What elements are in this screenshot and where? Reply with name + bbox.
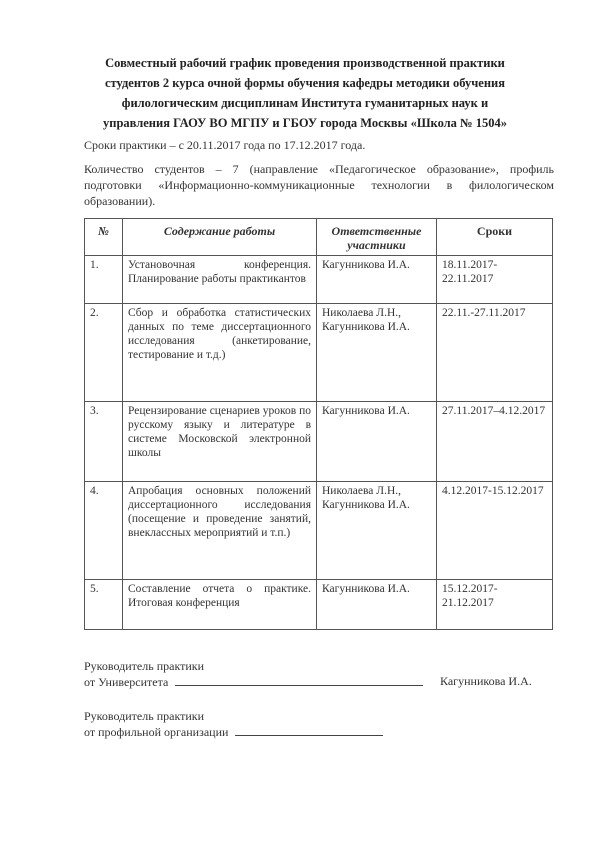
table-row <box>85 580 553 630</box>
title-line-3: филологическим дисциплинам Института гуманитарных наук и <box>121 96 489 110</box>
row-content: Сбор и обработка статистических данных по теме диссертационного исследования (анкетирование, тестирование и т.д.) <box>123 304 317 402</box>
table-row <box>85 256 553 304</box>
row-content: Составление отчета о практике. Итоговая конференция <box>123 580 317 630</box>
organization-supervisor-org: от профильной организации <box>84 725 229 739</box>
university-supervisor-title: Руководитель практики <box>84 659 205 673</box>
organization-signature-line <box>235 724 383 736</box>
organization-supervisor-signature <box>84 708 383 740</box>
title-line-4: управления ГАОУ ВО МГПУ и ГБОУ города Москвы «Школа № 1504» <box>103 116 507 130</box>
row-num: 1. <box>85 256 123 304</box>
row-dates: 22.11.-27.11.2017 <box>437 304 553 402</box>
row-content: Рецензирование сценариев уроков по русскому языку и литературе в системе Московской электронной школы <box>123 402 317 482</box>
table-row <box>85 402 553 482</box>
title-line-2: студентов 2 курса очной формы обучения кафедры методики обучения <box>105 76 505 90</box>
row-responsible: Кагунникова И.А. <box>317 402 437 482</box>
table-header-row <box>85 219 553 256</box>
university-supervisor-org: от Университета <box>84 675 169 689</box>
header-num: № <box>85 219 123 256</box>
header-responsible: Ответственные участники <box>317 219 437 256</box>
row-num: 2. <box>85 304 123 402</box>
table-row <box>85 304 553 402</box>
row-responsible: Николаева Л.Н., Кагунникова И.А. <box>317 482 437 580</box>
row-num: 4. <box>85 482 123 580</box>
organization-supervisor-title: Руководитель практики <box>84 709 205 723</box>
header-dates: Сроки <box>437 219 553 256</box>
table-row <box>85 482 553 580</box>
row-num: 3. <box>85 402 123 482</box>
schedule-table <box>84 218 553 630</box>
title-line-1: Совместный рабочий график проведения производственной практики <box>105 56 505 70</box>
row-dates: 18.11.2017-22.11.2017 <box>437 256 553 304</box>
document-title <box>60 53 550 133</box>
row-content: Апробация основных положений диссертационного исследования (посещение и проведение занятий, внеклассных мероприятий и т.п.) <box>123 482 317 580</box>
row-dates: 27.11.2017–4.12.2017 <box>437 402 553 482</box>
university-signature-line <box>175 674 423 686</box>
row-content: Установочная конференция. Планирование работы практикантов <box>123 256 317 304</box>
row-responsible: Кагунникова И.А. <box>317 580 437 630</box>
student-count: Количество студентов – 7 (направление «Педагогическое образование», профиль подготовки «Информационно-коммуникационные технологии в филологическом образовании). <box>84 162 554 208</box>
row-dates: 4.12.2017-15.12.2017 <box>437 482 553 580</box>
header-content: Содержание работы <box>123 219 317 256</box>
row-dates: 15.12.2017-21.12.2017 <box>437 580 553 630</box>
row-num: 5. <box>85 580 123 630</box>
practice-period: Сроки практики – с 20.11.2017 года по 17.12.2017 года. <box>84 138 366 152</box>
university-supervisor-name: Кагунникова И.А. <box>440 674 532 688</box>
row-responsible: Кагунникова И.А. <box>317 256 437 304</box>
university-supervisor-signature <box>84 658 423 690</box>
row-responsible: Николаева Л.Н., Кагунникова И.А. <box>317 304 437 402</box>
